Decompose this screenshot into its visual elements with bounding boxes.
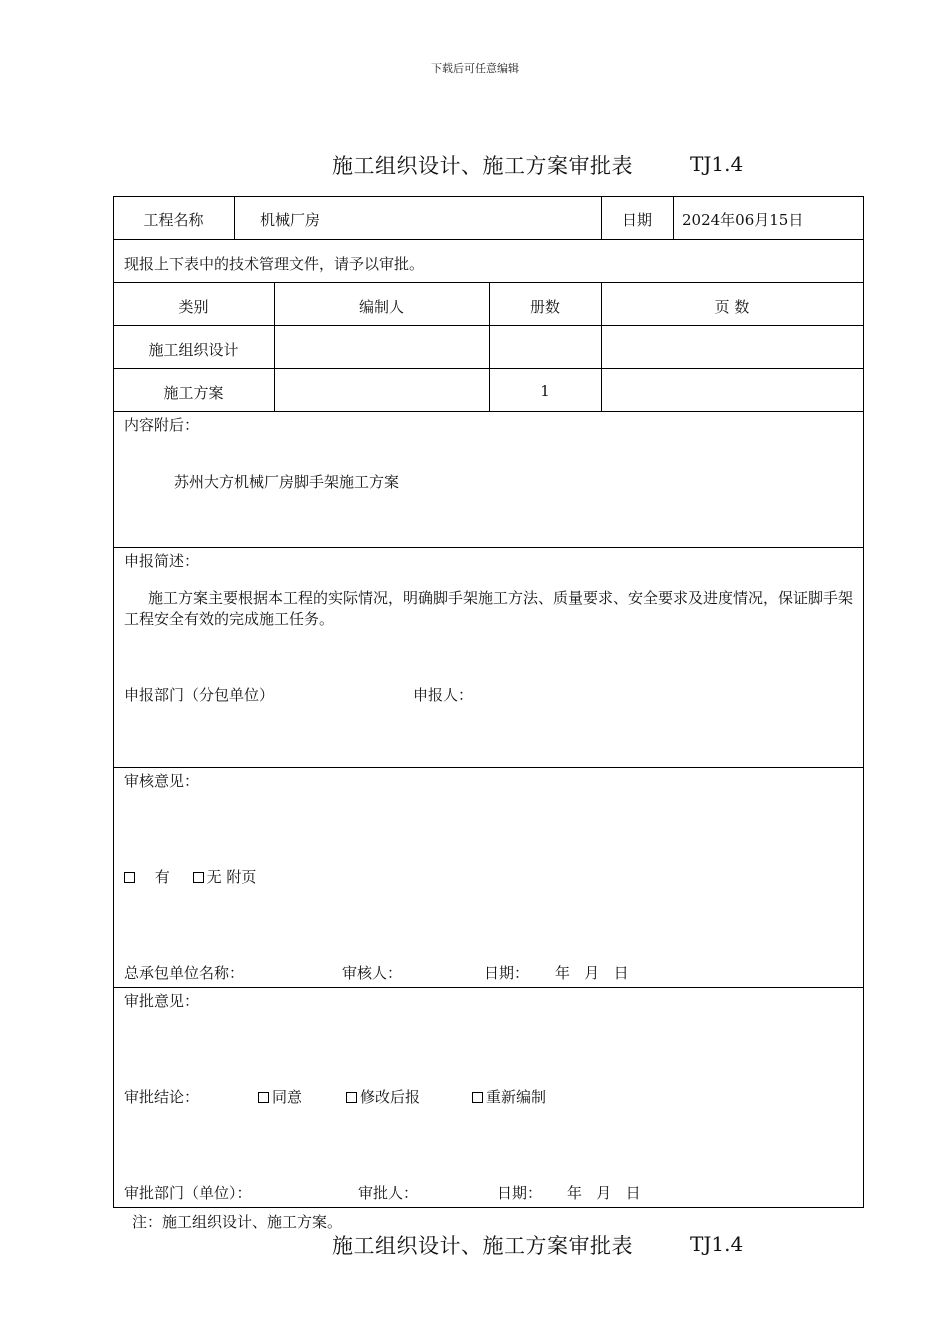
date-value: 2024年06月15日	[682, 211, 804, 229]
column-header-author: 编制人	[358, 298, 404, 316]
project-name-label: 工程名称	[143, 211, 204, 229]
approval-label: 审批意见：	[124, 992, 200, 1010]
review-date-label: 日期：	[484, 964, 530, 982]
option-revise	[346, 1086, 420, 1107]
row-category: 施工方案	[163, 384, 224, 402]
checkbox-no-attachment[interactable]	[193, 872, 204, 883]
checkbox-has-attachment[interactable]	[124, 872, 135, 883]
option-redo	[472, 1086, 546, 1107]
checkbox-redo[interactable]	[472, 1092, 483, 1103]
reviewer-label: 审核人：	[342, 964, 403, 982]
approval-dept-label: 审批部门（单位）：	[124, 1184, 252, 1202]
row-category: 施工组织设计	[148, 341, 239, 359]
intro-text: 现报上下表中的技术管理文件，请予以审批。	[124, 255, 425, 273]
option-redo-label: 重新编制	[486, 1088, 547, 1106]
review-date-units: 年 月 日	[555, 964, 629, 982]
row-volumes: 1	[540, 382, 550, 400]
page-title: 施工组织设计、施工方案审批表	[332, 154, 633, 178]
next-page-title: 施工组织设计、施工方案审批表	[332, 1234, 633, 1258]
option-revise-label: 修改后报	[360, 1088, 421, 1106]
conclusion-label: 审批结论：	[124, 1088, 200, 1106]
column-header-category: 类别	[178, 298, 209, 316]
content-label: 内容附后：	[124, 416, 200, 434]
option-approve	[258, 1086, 302, 1107]
summary-label: 申报简述：	[124, 552, 200, 570]
summary-text: 施工方案主要根据本工程的实际情况，明确脚手架施工方法、质量要求、安全要求及进度情况，保证脚手架工程安全有效的完成施工任务。	[124, 589, 854, 628]
contractor-label: 总承包单位名称：	[124, 964, 245, 982]
content-item: 苏州大方机械厂房脚手架施工方案	[174, 473, 400, 491]
top-note: 下载后可任意编辑	[431, 62, 519, 75]
approver-label: 审批人：	[358, 1184, 419, 1202]
review-label: 审核意见：	[124, 772, 200, 790]
footnote: 注：施工组织设计、施工方案。	[132, 1213, 343, 1231]
next-page-form-code: TJ1.4	[690, 1232, 744, 1256]
submit-dept-label: 申报部门（分包单位）	[124, 686, 275, 704]
option-approve-label: 同意	[272, 1088, 303, 1106]
column-header-pages: 页 数	[714, 298, 750, 316]
column-header-volumes: 册数	[529, 298, 560, 316]
project-name-value: 机械厂房	[260, 211, 321, 229]
option-yes-label: 有	[154, 868, 170, 886]
attachment-options	[124, 866, 256, 887]
option-no-label: 无 附页	[206, 868, 257, 886]
form-code: TJ1.4	[690, 152, 744, 176]
applicant-label: 申报人：	[413, 686, 474, 704]
approval-date-label: 日期：	[497, 1184, 543, 1202]
checkbox-revise[interactable]	[346, 1092, 357, 1103]
date-label: 日期	[621, 211, 652, 229]
approval-date-units: 年 月 日	[567, 1184, 641, 1202]
checkbox-approve[interactable]	[258, 1092, 269, 1103]
